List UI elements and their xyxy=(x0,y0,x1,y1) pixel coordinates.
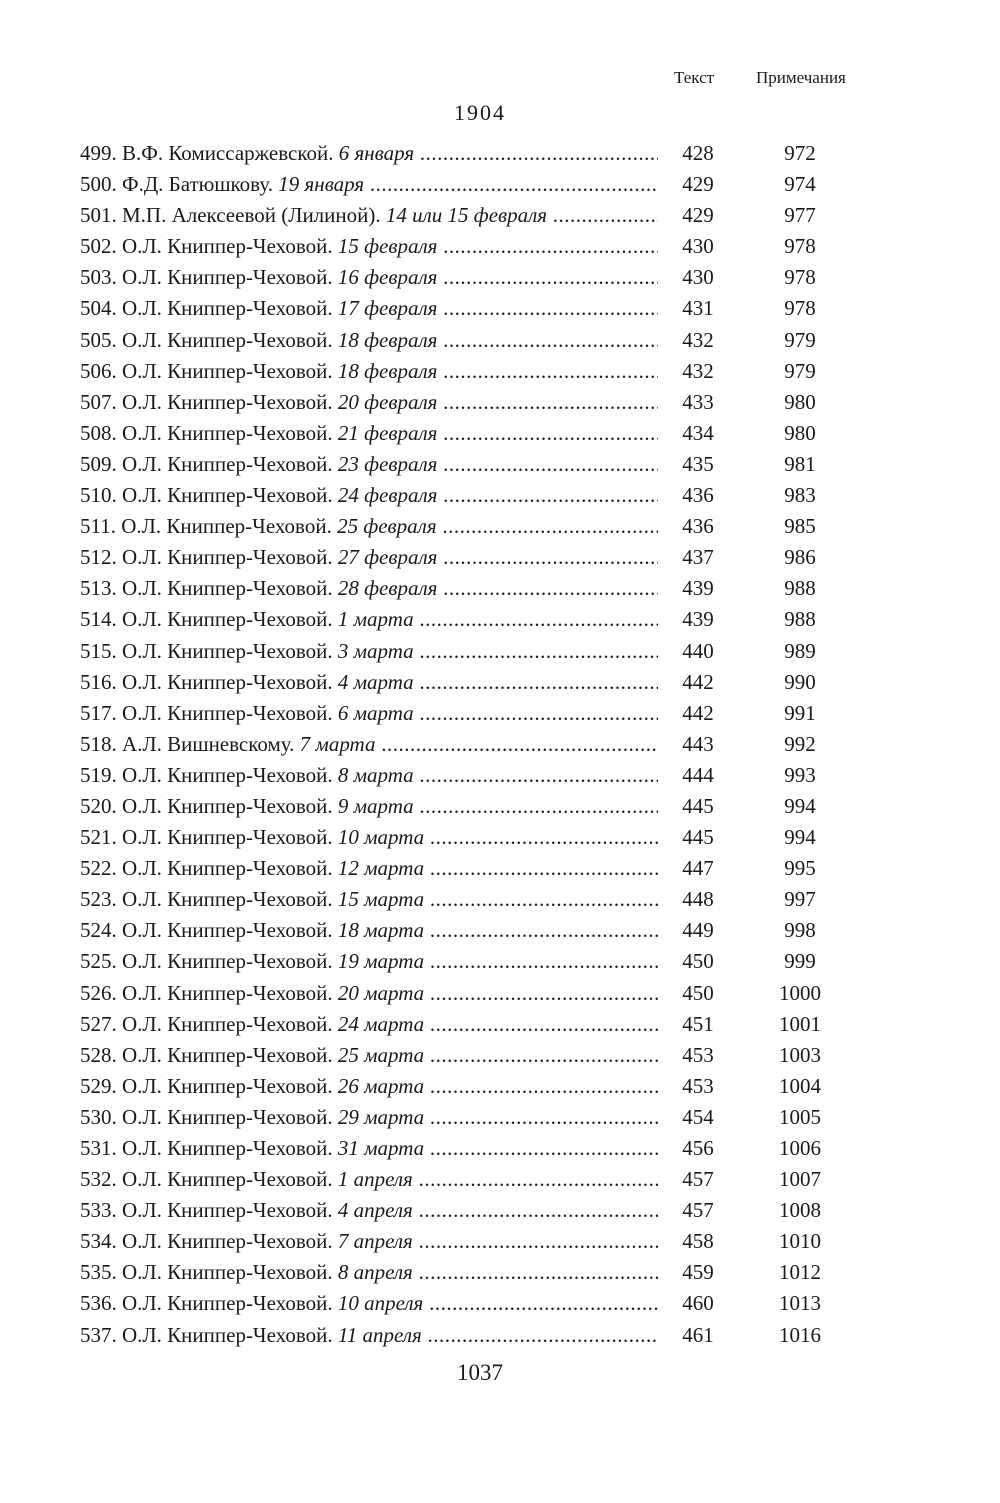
entry-notes-page: 997 xyxy=(784,887,816,912)
entry-notes-page: 1003 xyxy=(779,1042,821,1067)
entry-number: 535. xyxy=(80,1260,117,1285)
entry-label xyxy=(80,791,658,822)
entry-label xyxy=(80,1288,658,1319)
entry-label xyxy=(80,356,658,387)
entry-addressee: О.Л. Книппер-Чеховой. xyxy=(122,327,333,352)
index-entry xyxy=(0,480,1000,511)
entry-notes-page: 1016 xyxy=(779,1322,821,1347)
entry-label xyxy=(80,884,658,915)
entry-text-page: 439 xyxy=(682,607,714,632)
column-header-notes: Примечания xyxy=(756,68,846,87)
entry-label xyxy=(80,169,658,200)
entry-date: 26 марта xyxy=(337,1073,425,1098)
entry-addressee: О.Л. Книппер-Чеховой. xyxy=(122,762,333,787)
entry-text-page: 429 xyxy=(682,172,714,197)
index-entry xyxy=(0,542,1000,573)
entry-date: 10 марта xyxy=(337,825,425,850)
entry-label xyxy=(80,1133,658,1164)
entry-text-page: 456 xyxy=(682,1136,714,1160)
entry-label xyxy=(80,418,658,449)
column-headers xyxy=(0,68,1000,92)
entry-notes-page: 999 xyxy=(784,949,816,974)
entry-date: 19 января xyxy=(278,172,365,197)
entry-addressee: М.П. Алексеевой (Лилиной). xyxy=(122,203,381,228)
entry-date: 27 февраля xyxy=(337,545,438,570)
entry-addressee: А.Л. Вишневскому. xyxy=(122,731,295,756)
year-heading xyxy=(0,100,1000,126)
entry-addressee: О.Л. Книппер-Чеховой. xyxy=(122,1073,333,1098)
entry-text-page: 442 xyxy=(682,669,714,694)
entry-notes-page: 1012 xyxy=(779,1260,821,1285)
index-entry xyxy=(0,667,1000,698)
entry-addressee: О.Л. Книппер-Чеховой. xyxy=(122,234,333,259)
entry-notes-page: 994 xyxy=(784,825,816,850)
entry-number: 527. xyxy=(80,1011,117,1036)
index-entry xyxy=(0,946,1000,977)
entry-notes-page: 988 xyxy=(784,576,816,601)
entry-date: 6 января xyxy=(338,141,415,165)
entry-addressee: О.Л. Книппер-Чеховой. xyxy=(122,1136,333,1160)
entry-number: 513. xyxy=(80,576,117,601)
entry-number: 517. xyxy=(80,700,117,725)
index-entry xyxy=(0,884,1000,915)
entry-text-page: 444 xyxy=(682,762,714,787)
entry-date: 4 марта xyxy=(337,669,414,694)
entry-number: 511. xyxy=(80,514,116,539)
entry-number: 518. xyxy=(80,731,117,756)
entry-number: 526. xyxy=(80,980,117,1005)
entry-addressee: О.Л. Книппер-Чеховой. xyxy=(122,1011,333,1036)
entry-text-page: 442 xyxy=(682,700,714,725)
entry-date: 3 марта xyxy=(337,638,414,663)
entry-notes-page: 980 xyxy=(784,420,816,445)
letter-index-list xyxy=(0,138,1000,1351)
entry-number: 521. xyxy=(80,825,117,850)
entry-text-page: 453 xyxy=(682,1073,714,1098)
index-entry xyxy=(0,169,1000,200)
entry-text-page: 458 xyxy=(682,1229,714,1254)
entry-number: 524. xyxy=(80,918,117,943)
entry-addressee: О.Л. Книппер-Чеховой. xyxy=(122,980,333,1005)
entry-label xyxy=(80,200,658,231)
index-entry xyxy=(0,791,1000,822)
entry-addressee: О.Л. Книппер-Чеховой. xyxy=(122,669,333,694)
entry-date: 25 февраля xyxy=(337,514,437,539)
index-entry xyxy=(0,138,1000,169)
entry-addressee: О.Л. Книппер-Чеховой. xyxy=(122,483,333,508)
entry-number: 507. xyxy=(80,389,117,414)
entry-number: 519. xyxy=(80,762,117,787)
index-entry xyxy=(0,760,1000,791)
entry-addressee: О.Л. Книппер-Чеховой. xyxy=(122,265,333,290)
entry-text-page: 447 xyxy=(682,856,714,881)
entry-addressee: Ф.Д. Батюшкову. xyxy=(122,172,274,197)
entry-notes-page: 991 xyxy=(784,700,816,725)
entry-date: 10 апреля xyxy=(337,1291,424,1316)
entry-notes-page: 979 xyxy=(784,327,816,352)
entry-notes-page: 1013 xyxy=(779,1291,821,1316)
entry-text-page: 445 xyxy=(682,793,714,818)
index-entry xyxy=(0,1040,1000,1071)
entry-date: 12 марта xyxy=(337,856,425,881)
entry-label xyxy=(80,542,658,573)
entry-label xyxy=(80,729,658,760)
entry-date: 18 марта xyxy=(337,918,425,943)
entry-notes-page: 978 xyxy=(784,265,816,290)
entry-label xyxy=(80,480,658,511)
entry-notes-page: 990 xyxy=(784,669,816,694)
entry-text-page: 454 xyxy=(682,1104,714,1129)
entry-date: 17 февраля xyxy=(337,296,438,321)
entry-text-page: 460 xyxy=(682,1291,714,1316)
entry-addressee: О.Л. Книппер-Чеховой. xyxy=(122,296,333,321)
entry-notes-page: 981 xyxy=(784,451,816,476)
entry-notes-page: 1001 xyxy=(779,1011,821,1036)
entry-addressee: О.Л. Книппер-Чеховой. xyxy=(122,420,333,445)
entry-number: 499. xyxy=(80,141,117,165)
entry-number: 506. xyxy=(80,358,117,383)
entry-addressee: О.Л. Книппер-Чеховой. xyxy=(122,607,333,632)
entry-date: 14 или 15 февраля xyxy=(385,203,548,228)
entry-addressee: О.Л. Книппер-Чеховой. xyxy=(122,793,333,818)
entry-label xyxy=(80,387,658,418)
entry-label xyxy=(80,915,658,946)
index-entry xyxy=(0,604,1000,635)
entry-label xyxy=(80,1226,658,1257)
entry-date: 1 марта xyxy=(337,607,414,632)
entry-notes-page: 1007 xyxy=(779,1167,821,1192)
entry-text-page: 451 xyxy=(682,1011,714,1036)
entry-label xyxy=(80,1040,658,1071)
page-number-label: 1037 xyxy=(457,1360,503,1385)
entry-addressee: О.Л. Книппер-Чеховой. xyxy=(121,514,332,539)
entry-label xyxy=(80,231,658,262)
entry-number: 508. xyxy=(80,420,117,445)
entry-text-page: 430 xyxy=(682,265,714,290)
entry-date: 1 апреля xyxy=(337,1167,413,1192)
entry-addressee: О.Л. Книппер-Чеховой. xyxy=(122,389,333,414)
entry-date: 7 марта xyxy=(299,731,376,756)
entry-number: 522. xyxy=(80,856,117,881)
entry-number: 523. xyxy=(80,887,117,912)
entry-label xyxy=(80,138,658,169)
index-entry xyxy=(0,573,1000,604)
entry-text-page: 459 xyxy=(682,1260,714,1285)
entry-date: 9 марта xyxy=(337,793,414,818)
entry-text-page: 443 xyxy=(682,731,714,756)
entry-number: 529. xyxy=(80,1073,117,1098)
entry-date: 24 марта xyxy=(337,1011,425,1036)
entry-notes-page: 988 xyxy=(784,607,816,632)
entry-notes-page: 995 xyxy=(784,856,816,881)
entry-text-page: 434 xyxy=(682,420,714,445)
entry-number: 531. xyxy=(80,1136,117,1160)
index-entry xyxy=(0,356,1000,387)
entry-date: 19 марта xyxy=(337,949,425,974)
entry-label xyxy=(80,1257,658,1288)
index-entry xyxy=(0,262,1000,293)
entry-notes-page: 974 xyxy=(784,172,816,197)
entry-addressee: О.Л. Книппер-Чеховой. xyxy=(122,856,333,881)
entry-label xyxy=(80,822,658,853)
index-entry xyxy=(0,1009,1000,1040)
entry-notes-page: 979 xyxy=(784,358,816,383)
entry-label xyxy=(80,636,658,667)
entry-date: 31 марта xyxy=(337,1136,425,1160)
entry-notes-page: 980 xyxy=(784,389,816,414)
entry-addressee: О.Л. Книппер-Чеховой. xyxy=(122,1104,333,1129)
entry-text-page: 431 xyxy=(682,296,714,321)
entry-addressee: О.Л. Книппер-Чеховой. xyxy=(122,1229,333,1254)
entry-label xyxy=(80,978,658,1009)
index-entry xyxy=(0,1226,1000,1257)
index-entry xyxy=(0,1102,1000,1133)
entry-text-page: 433 xyxy=(682,389,714,414)
entry-date: 6 марта xyxy=(337,700,414,725)
index-entry xyxy=(0,1288,1000,1319)
entry-number: 534. xyxy=(80,1229,117,1254)
index-entry xyxy=(0,729,1000,760)
entry-addressee: О.Л. Книппер-Чеховой. xyxy=(122,358,333,383)
entry-text-page: 430 xyxy=(682,234,714,259)
entry-date: 18 февраля xyxy=(337,327,438,352)
entry-label xyxy=(80,698,658,729)
index-entry xyxy=(0,449,1000,480)
index-entry xyxy=(0,1164,1000,1195)
entry-text-page: 445 xyxy=(682,825,714,850)
entry-notes-page: 1004 xyxy=(779,1073,821,1098)
entry-date: 28 февраля xyxy=(337,576,438,601)
entry-text-page: 432 xyxy=(682,327,714,352)
entry-date: 16 февраля xyxy=(337,265,438,290)
entry-addressee: О.Л. Книппер-Чеховой. xyxy=(122,1260,333,1285)
index-entry xyxy=(0,853,1000,884)
entry-label xyxy=(80,667,658,698)
entry-notes-page: 993 xyxy=(784,762,816,787)
entry-label xyxy=(80,1320,658,1351)
entry-addressee: О.Л. Книппер-Чеховой. xyxy=(122,949,333,974)
page-number xyxy=(0,1360,1000,1386)
entry-notes-page: 1006 xyxy=(779,1136,821,1160)
entry-number: 502. xyxy=(80,234,117,259)
entry-label xyxy=(80,946,658,977)
entry-label xyxy=(80,1164,658,1195)
entry-label xyxy=(80,1195,658,1226)
entry-number: 520. xyxy=(80,793,117,818)
entry-number: 512. xyxy=(80,545,117,570)
entry-notes-page: 972 xyxy=(784,141,816,165)
entry-notes-page: 985 xyxy=(784,514,816,539)
index-entry xyxy=(0,1195,1000,1226)
index-entry xyxy=(0,1071,1000,1102)
entry-label xyxy=(80,262,658,293)
entry-number: 537. xyxy=(80,1322,117,1347)
entry-date: 29 марта xyxy=(337,1104,425,1129)
entry-number: 509. xyxy=(80,451,117,476)
index-entry xyxy=(0,200,1000,231)
entry-date: 15 марта xyxy=(337,887,425,912)
entry-text-page: 449 xyxy=(682,918,714,943)
entry-date: 25 марта xyxy=(337,1042,425,1067)
entry-number: 533. xyxy=(80,1198,117,1223)
column-header-text: Текст xyxy=(674,68,715,87)
entry-text-page: 437 xyxy=(682,545,714,570)
entry-number: 530. xyxy=(80,1104,117,1129)
entry-notes-page: 1010 xyxy=(779,1229,821,1254)
entry-text-page: 435 xyxy=(682,451,714,476)
entry-label xyxy=(80,511,658,542)
entry-date: 24 февраля xyxy=(337,483,438,508)
entry-label xyxy=(80,604,658,635)
entry-date: 7 апреля xyxy=(337,1229,413,1254)
entry-addressee: О.Л. Книппер-Чеховой. xyxy=(122,1291,333,1316)
index-entry xyxy=(0,293,1000,324)
entry-addressee: О.Л. Книппер-Чеховой. xyxy=(122,918,333,943)
entry-text-page: 448 xyxy=(682,887,714,912)
entry-text-page: 450 xyxy=(682,980,714,1005)
entry-number: 514. xyxy=(80,607,117,632)
entry-addressee: В.Ф. Комиссаржевской. xyxy=(122,141,334,165)
entry-date: 20 февраля xyxy=(337,389,438,414)
entry-text-page: 439 xyxy=(682,576,714,601)
entry-label xyxy=(80,760,658,791)
year-heading-label: 1904 xyxy=(454,100,506,125)
entry-notes-page: 989 xyxy=(784,638,816,663)
entry-date: 8 марта xyxy=(337,762,414,787)
entry-addressee: О.Л. Книппер-Чеховой. xyxy=(122,1198,333,1223)
entry-notes-page: 1000 xyxy=(779,980,821,1005)
entry-text-page: 457 xyxy=(682,1167,714,1192)
entry-text-page: 453 xyxy=(682,1042,714,1067)
index-entry xyxy=(0,1320,1000,1351)
entry-notes-page: 986 xyxy=(784,545,816,570)
entry-text-page: 440 xyxy=(682,638,714,663)
entry-label xyxy=(80,449,658,480)
entry-text-page: 436 xyxy=(682,514,714,539)
entry-label xyxy=(80,1009,658,1040)
entry-date: 21 февраля xyxy=(337,420,438,445)
entry-addressee: О.Л. Книппер-Чеховой. xyxy=(122,451,333,476)
entry-date: 4 апреля xyxy=(337,1198,413,1223)
index-entry xyxy=(0,418,1000,449)
entry-notes-page: 983 xyxy=(784,483,816,508)
entry-number: 505. xyxy=(80,327,117,352)
entry-number: 503. xyxy=(80,265,117,290)
entry-notes-page: 1008 xyxy=(779,1198,821,1223)
entry-addressee: О.Л. Книппер-Чеховой. xyxy=(122,887,333,912)
index-entry xyxy=(0,1133,1000,1164)
entry-addressee: О.Л. Книппер-Чеховой. xyxy=(122,638,333,663)
entry-label xyxy=(80,293,658,324)
entry-label xyxy=(80,325,658,356)
entry-label xyxy=(80,573,658,604)
entry-number: 515. xyxy=(80,638,117,663)
entry-text-page: 428 xyxy=(682,141,714,165)
entry-number: 528. xyxy=(80,1042,117,1067)
entry-notes-page: 992 xyxy=(784,731,816,756)
index-entry xyxy=(0,698,1000,729)
entry-addressee: О.Л. Книппер-Чеховой. xyxy=(122,1167,333,1192)
entry-label xyxy=(80,1102,658,1133)
index-entry xyxy=(0,822,1000,853)
index-entry xyxy=(0,915,1000,946)
entry-text-page: 432 xyxy=(682,358,714,383)
entry-number: 510. xyxy=(80,483,117,508)
index-entry xyxy=(0,1257,1000,1288)
entry-date: 15 февраля xyxy=(337,234,438,259)
entry-text-page: 436 xyxy=(682,483,714,508)
entry-number: 504. xyxy=(80,296,117,321)
entry-notes-page: 994 xyxy=(784,793,816,818)
index-entry xyxy=(0,387,1000,418)
entry-date: 20 марта xyxy=(337,980,425,1005)
entry-notes-page: 1005 xyxy=(779,1104,821,1129)
entry-notes-page: 998 xyxy=(784,918,816,943)
entry-date: 8 апреля xyxy=(337,1260,413,1285)
entry-text-page: 429 xyxy=(682,203,714,228)
entry-notes-page: 977 xyxy=(784,203,816,228)
entry-number: 516. xyxy=(80,669,117,694)
entry-date: 11 апреля xyxy=(337,1322,422,1347)
entry-addressee: О.Л. Книппер-Чеховой. xyxy=(122,1322,333,1347)
entry-text-page: 450 xyxy=(682,949,714,974)
entry-addressee: О.Л. Книппер-Чеховой. xyxy=(122,545,333,570)
entry-date: 18 февраля xyxy=(337,358,438,383)
entry-label xyxy=(80,1071,658,1102)
entry-number: 501. xyxy=(80,203,117,228)
entry-addressee: О.Л. Книппер-Чеховой. xyxy=(122,825,333,850)
index-entry xyxy=(0,636,1000,667)
entry-text-page: 457 xyxy=(682,1198,714,1223)
entry-addressee: О.Л. Книппер-Чеховой. xyxy=(122,1042,333,1067)
index-entry xyxy=(0,511,1000,542)
entry-date: 23 февраля xyxy=(337,451,438,476)
entry-number: 536. xyxy=(80,1291,117,1316)
entry-number: 532. xyxy=(80,1167,117,1192)
index-entry xyxy=(0,231,1000,262)
entry-notes-page: 978 xyxy=(784,234,816,259)
entry-addressee: О.Л. Книппер-Чеховой. xyxy=(122,576,333,601)
index-entry xyxy=(0,978,1000,1009)
entry-addressee: О.Л. Книппер-Чеховой. xyxy=(122,700,333,725)
entry-label xyxy=(80,853,658,884)
entry-notes-page: 978 xyxy=(784,296,816,321)
entry-text-page: 461 xyxy=(682,1322,714,1347)
index-entry xyxy=(0,325,1000,356)
entry-number: 525. xyxy=(80,949,117,974)
entry-number: 500. xyxy=(80,172,117,197)
